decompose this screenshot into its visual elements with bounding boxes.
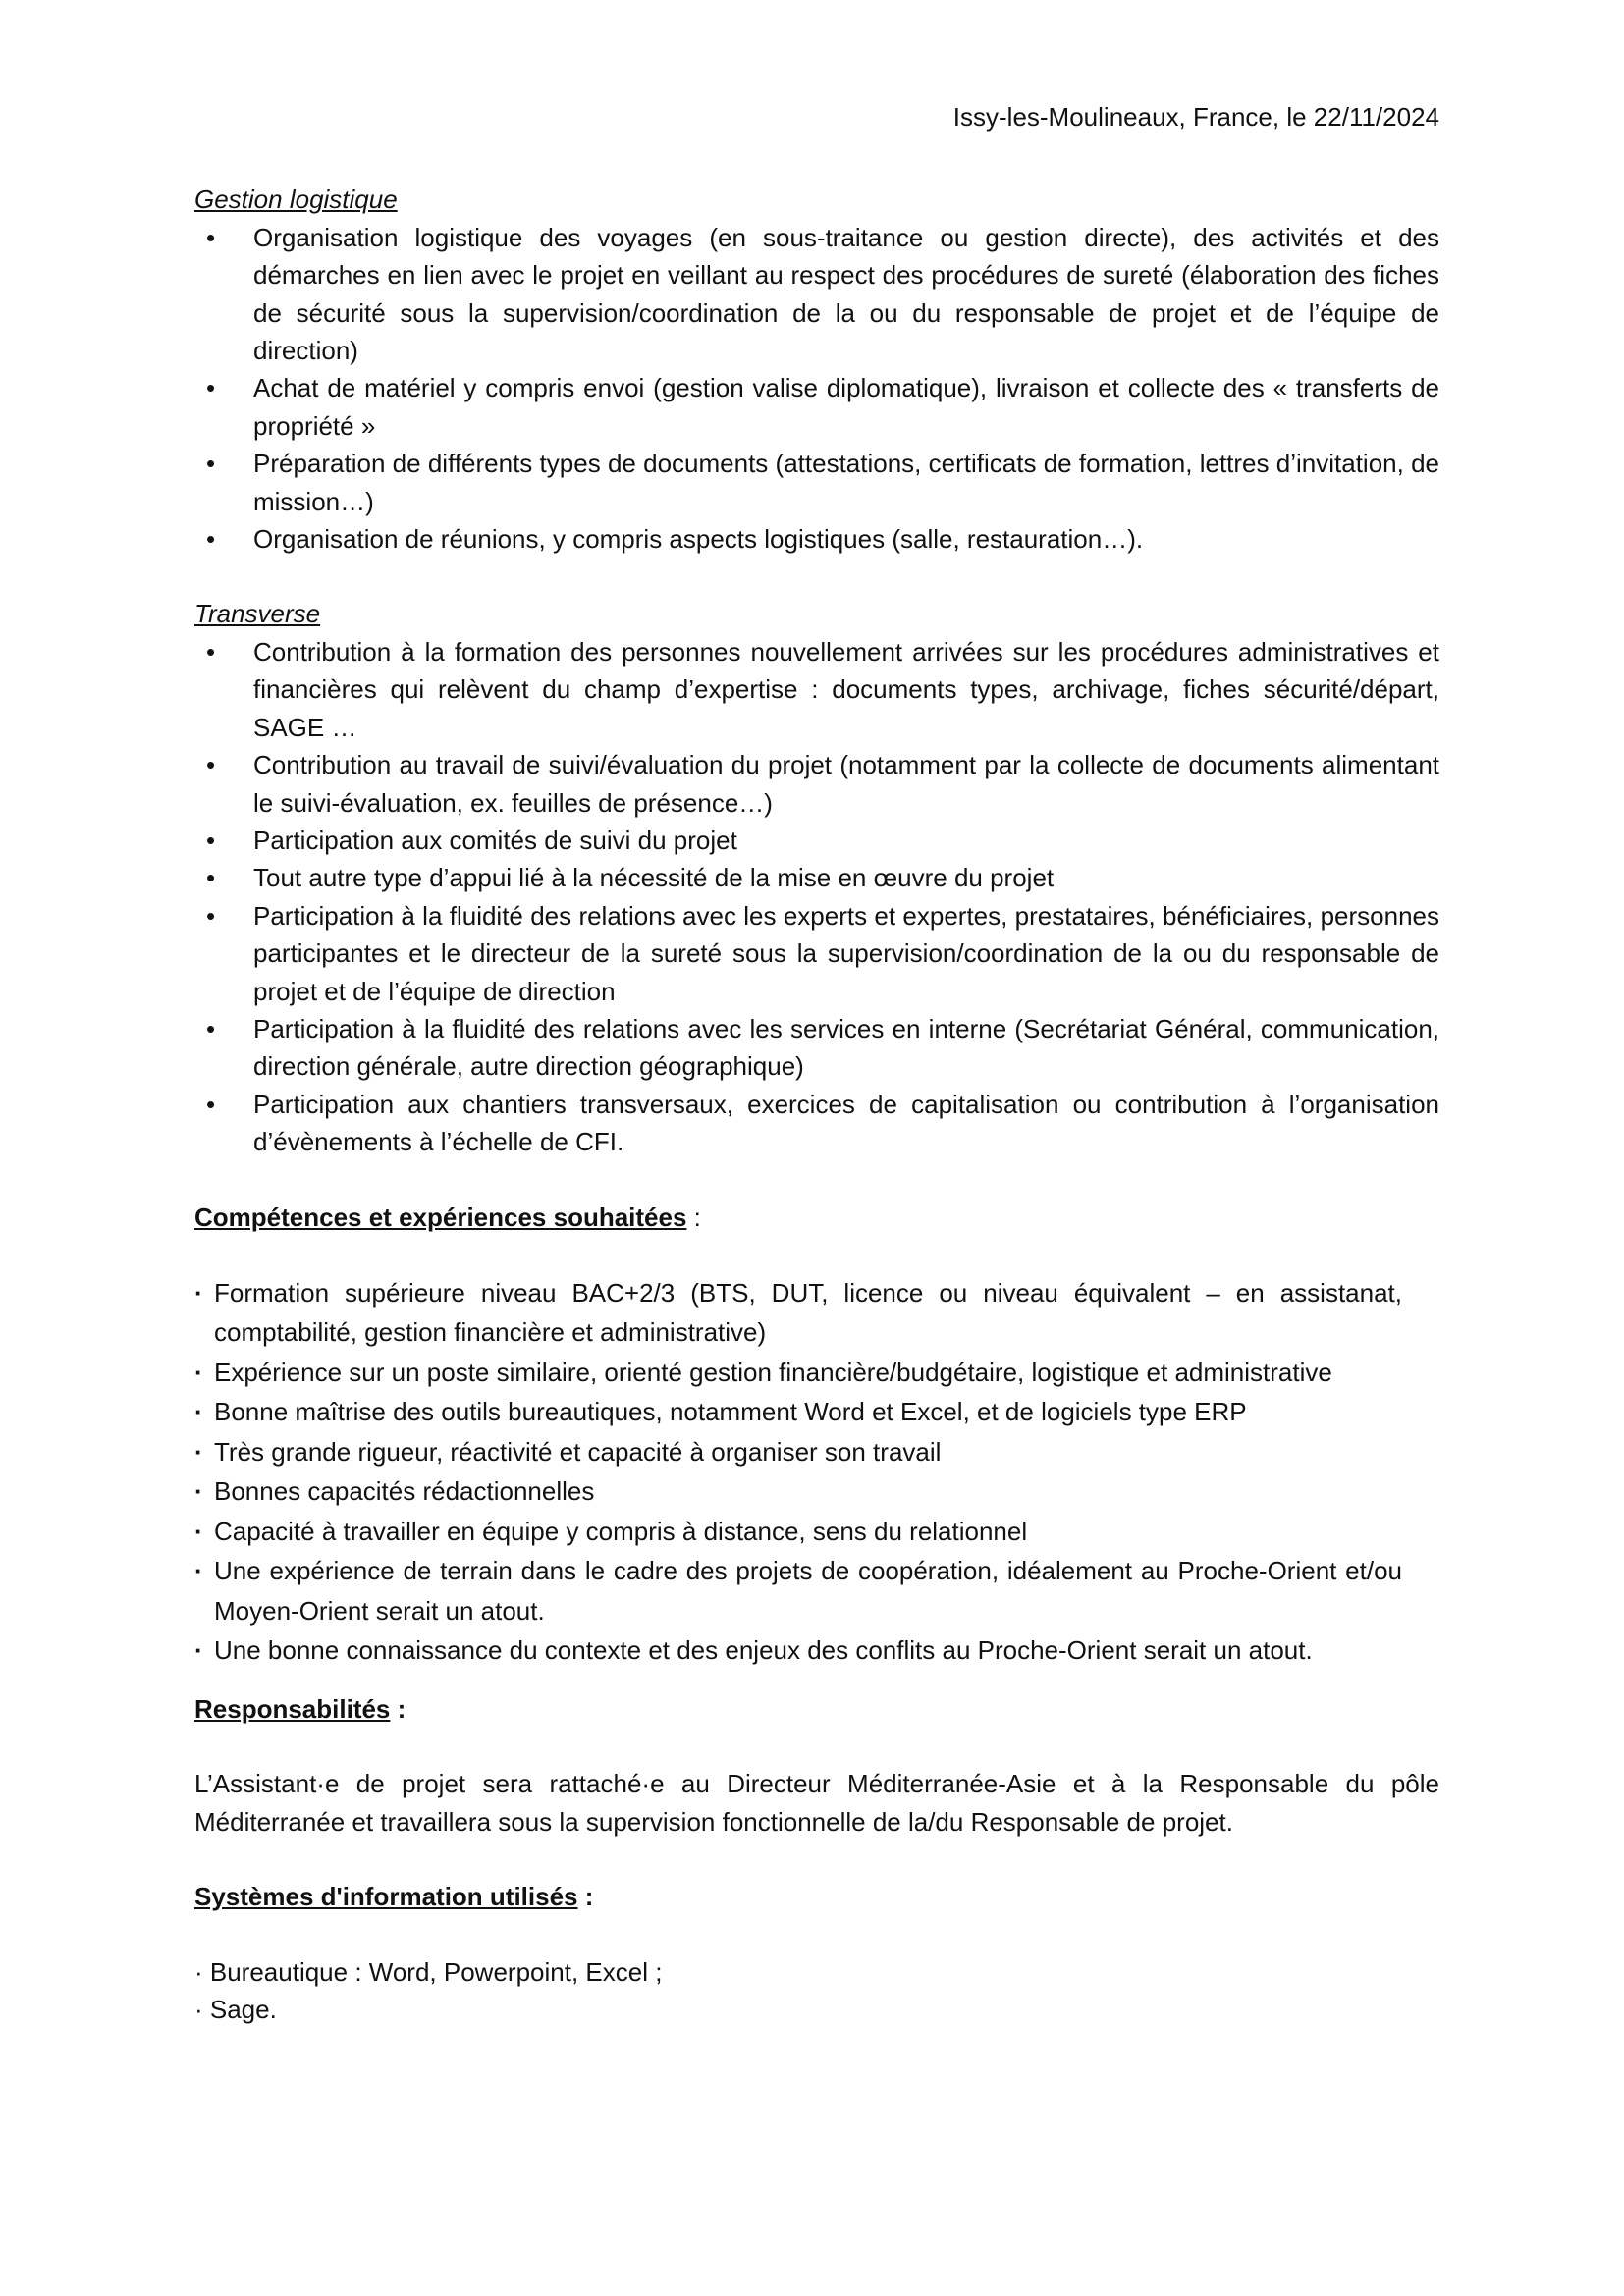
list-item: • Achat de matériel y compris envoi (gestion valise diplomatique), livraison et collecte des « transferts de propriété » xyxy=(194,369,1439,445)
gestion-title: Gestion logistique xyxy=(194,185,398,215)
section-title-responsabilites xyxy=(194,1690,1439,1728)
list-item: • Participation à la fluidité des relations avec les experts et expertes, prestataires, bénéficiaires, personnes participantes et le directeur de la sureté sous la supervision/coordination de la ou du responsable de projet et de l’équipe de direction xyxy=(194,897,1439,1010)
list-item: • Participation aux chantiers transversaux, exercices de capitalisation ou contribution à l’organisation d’évènements à l’échelle de CFI. xyxy=(194,1086,1439,1161)
list-item: · Très grande rigueur, réactivité et capacité à organiser son travail xyxy=(194,1432,1402,1472)
list-item: · Formation supérieure niveau BAC+2/3 (BTS, DUT, licence ou niveau équivalent – en assistanat, comptabilité, gestion financière et administrative) xyxy=(194,1273,1402,1353)
systemes-title: Systèmes d'information utilisés xyxy=(194,1882,578,1912)
responsabilites-text: L’Assistant·e de projet sera rattaché·e au Directeur Méditerranée-Asie et à la Responsable du pôle Méditerranée et travaillera sous la supervision fonctionnelle de la/du Responsable de projet. xyxy=(194,1769,1439,1837)
date-line: Issy-les-Moulineaux, France, le 22/11/2024 xyxy=(952,102,1439,132)
transverse-list xyxy=(194,633,1439,1161)
responsabilites-suffix: : xyxy=(390,1693,406,1724)
responsabilites-title: Responsabilités xyxy=(194,1693,391,1724)
list-item: · Sage. xyxy=(194,1995,277,2024)
section-title-competences xyxy=(194,1199,1439,1236)
list-item: · Une expérience de terrain dans le cadre des projets de coopération, idéalement au Proche-Orient et/ou Moyen-Orient serait un atout. xyxy=(194,1551,1402,1630)
systemes-suffix: : xyxy=(577,1882,594,1912)
transverse-title: Transverse xyxy=(194,599,321,629)
competences-suffix: : xyxy=(686,1201,701,1232)
section-title-systemes xyxy=(194,1878,1439,1915)
section-title-transverse xyxy=(194,595,1439,632)
gestion-list xyxy=(194,219,1439,559)
list-item: • Contribution au travail de suivi/évaluation du projet (notamment par la collecte de documents alimentant le suivi-évaluation, ex. feuilles de présence…) xyxy=(194,746,1439,822)
section-title-gestion xyxy=(194,181,1439,218)
list-item: · Une bonne connaissance du contexte et des enjeux des conflits au Proche-Orient serait un atout. xyxy=(194,1630,1402,1671)
list-item: • Contribution à la formation des personnes nouvellement arrivées sur les procédures administratives et financières qui relèvent du champ d’expertise : documents types, archivage, fiches sécurité/départ, SAGE … xyxy=(194,633,1439,746)
list-item: · Capacité à travailler en équipe y compris à distance, sens du relationnel xyxy=(194,1512,1402,1552)
list-item: • Organisation logistique des voyages (en sous-traitance ou gestion directe), des activités et des démarches en lien avec le projet en veillant au respect des procédures de sureté (élaboration des fiches de sécurité sous la supervision/coordination de la ou du responsable de projet et de l’équipe de direction) xyxy=(194,219,1439,370)
list-item: · Expérience sur un poste similaire, orienté gestion financière/budgétaire, logistique et administrative xyxy=(194,1353,1402,1393)
list-item: • Participation aux comités de suivi du projet xyxy=(194,822,1439,859)
document-page xyxy=(194,98,1439,2028)
list-item: • Organisation de réunions, y compris aspects logistiques (salle, restauration…). xyxy=(194,520,1439,558)
list-item: • Participation à la fluidité des relations avec les services en interne (Secrétariat Général, communication, direction générale, autre direction géographique) xyxy=(194,1010,1439,1086)
list-item: · Bonne maîtrise des outils bureautiques, notamment Word et Excel, et de logiciels type ERP xyxy=(194,1392,1402,1432)
list-item: • Préparation de différents types de documents (attestations, certificats de formation, lettres d’invitation, de mission…) xyxy=(194,445,1439,520)
list-item: · Bonnes capacités rédactionnelles xyxy=(194,1471,1402,1512)
competences-list xyxy=(194,1273,1402,1671)
list-item: · Bureautique : Word, Powerpoint, Excel ; xyxy=(194,1956,663,1987)
list-item: • Tout autre type d’appui lié à la nécessité de la mise en œuvre du projet xyxy=(194,859,1439,896)
systemes-list xyxy=(194,1953,1439,2029)
competences-title: Compétences et expériences souhaitées xyxy=(194,1201,687,1232)
